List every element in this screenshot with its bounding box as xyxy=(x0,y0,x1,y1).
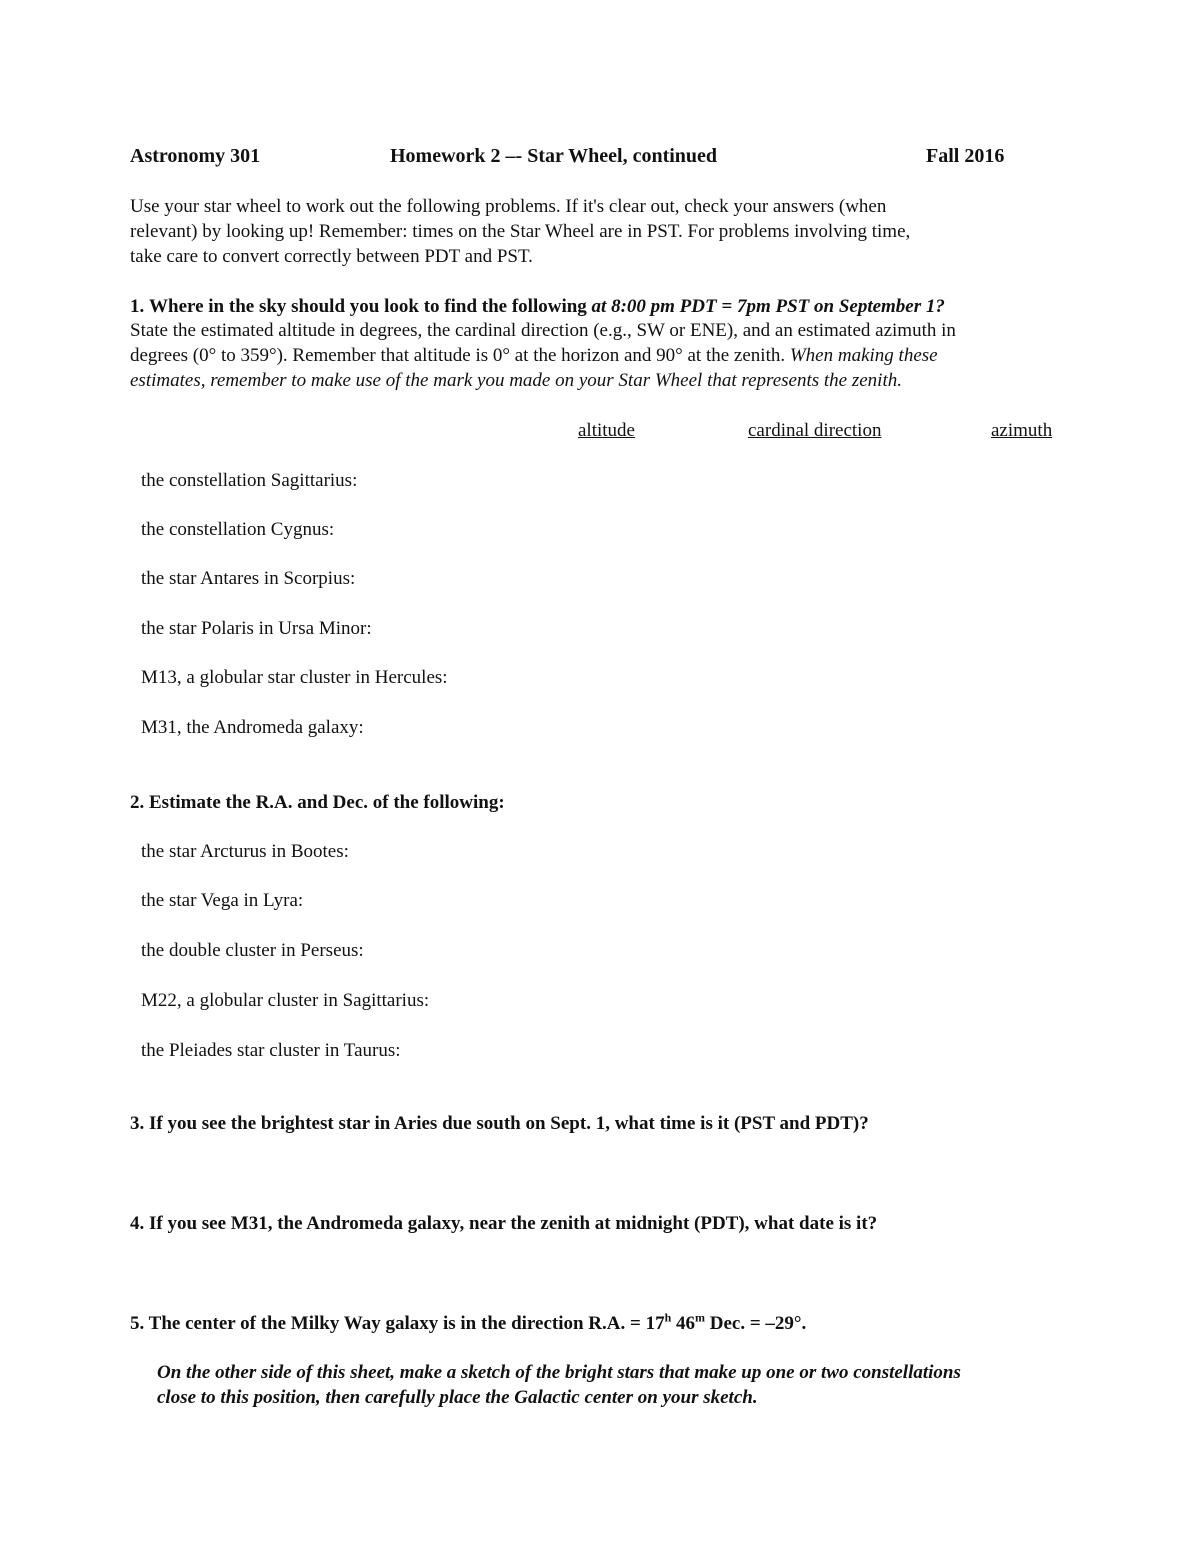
q5-number: 5. xyxy=(130,1313,145,1334)
q1-prompt xyxy=(130,296,945,318)
intro-line-2: relevant) by looking up! Remember: times on the Star Wheel are in PST. For problems involving time, xyxy=(130,221,911,242)
q3-prompt-text: If you see the brightest star in Aries due south on Sept. 1, what time is it (PST and PDT)? xyxy=(149,1113,869,1134)
q5-prompt-a: The center of the Milky Way galaxy is in the direction R.A. = 17 xyxy=(148,1313,665,1334)
q1-body-line-2-text: degrees (0° to 359°). Remember that altitude is 0° at the horizon and 90° at the zenith. xyxy=(130,345,790,366)
q1-body-line-2 xyxy=(130,345,938,367)
q1-prompt-bold: Where in the sky should you look to find the following xyxy=(149,296,592,317)
q2-number: 2. xyxy=(130,792,145,813)
homework-title: Homework 2 –- Star Wheel, continued xyxy=(390,145,718,167)
q5-ra-hours-unit: h xyxy=(664,1310,672,1325)
q1-body-line-3: estimates, remember to make use of the mark you made on your Star Wheel that represents the zenith. xyxy=(130,370,902,391)
q2-item-double-cluster: the double cluster in Perseus: xyxy=(141,940,364,961)
column-cardinal-direction: cardinal direction xyxy=(748,420,882,441)
q1-item-m31: M31, the Andromeda galaxy: xyxy=(141,717,364,738)
q4-prompt xyxy=(130,1213,877,1235)
q5-ra-minutes-unit: m xyxy=(695,1310,706,1325)
q5-instruction-line-2: close to this position, then carefully place the Galactic center on your sketch. xyxy=(157,1387,758,1408)
intro-line-3: take care to convert correctly between PDT and PST. xyxy=(130,246,533,267)
column-altitude: altitude xyxy=(578,420,635,441)
q3-prompt xyxy=(130,1113,869,1135)
q2-prompt xyxy=(130,792,505,814)
q2-item-pleiades: the Pleiades star cluster in Taurus: xyxy=(141,1040,401,1061)
q1-item-m13: M13, a globular star cluster in Hercules: xyxy=(141,667,448,688)
q5-prompt-c: Dec. = –29°. xyxy=(705,1313,807,1334)
q5-instruction-line-1: On the other side of this sheet, make a sketch of the bright stars that make up one or two constellations xyxy=(157,1362,961,1383)
q3-number: 3. xyxy=(130,1113,145,1134)
q4-prompt-text: If you see M31, the Andromeda galaxy, near the zenith at midnight (PDT), what date is it? xyxy=(149,1213,878,1234)
q2-item-m22: M22, a globular cluster in Sagittarius: xyxy=(141,990,430,1011)
intro-line-1: Use your star wheel to work out the following problems. If it's clear out, check your answers (when xyxy=(130,196,887,217)
course-name: Astronomy 301 xyxy=(130,145,261,167)
q5-prompt xyxy=(130,1310,807,1335)
q1-item-polaris: the star Polaris in Ursa Minor: xyxy=(141,618,372,639)
q1-item-cygnus: the constellation Cygnus: xyxy=(141,519,335,540)
q1-body-line-2-italic: When making these xyxy=(789,345,938,366)
q1-item-sagittarius: the constellation Sagittarius: xyxy=(141,470,358,491)
q2-prompt-text: Estimate the R.A. and Dec. of the following: xyxy=(149,792,505,813)
q2-item-vega: the star Vega in Lyra: xyxy=(141,890,304,911)
q1-number: 1. xyxy=(130,296,145,317)
term: Fall 2016 xyxy=(926,145,1005,167)
column-azimuth: azimuth xyxy=(991,420,1053,441)
q2-item-arcturus: the star Arcturus in Bootes: xyxy=(141,841,349,862)
q1-prompt-time: at 8:00 pm PDT = 7pm PST on September 1? xyxy=(591,296,945,317)
q4-number: 4. xyxy=(130,1213,145,1234)
q1-body-line-1: State the estimated altitude in degrees, the cardinal direction (e.g., SW or ENE), and an estimated azimuth in xyxy=(130,320,956,341)
q1-item-antares: the star Antares in Scorpius: xyxy=(141,568,356,589)
q5-prompt-b: 46 xyxy=(671,1313,696,1334)
